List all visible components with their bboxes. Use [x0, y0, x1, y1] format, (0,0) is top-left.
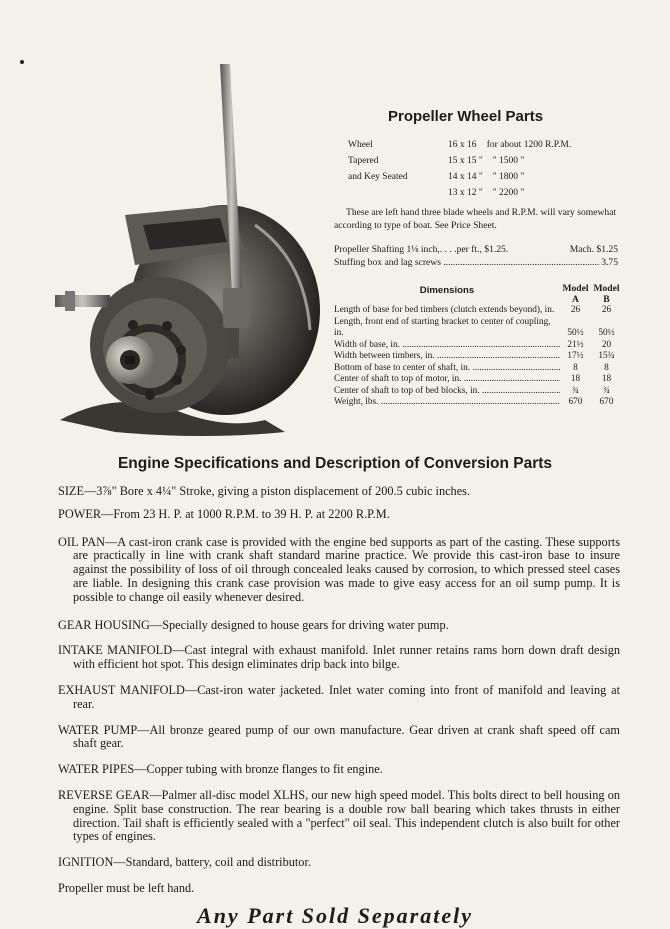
spec-name: INTAKE MANIFOLD — [58, 643, 173, 658]
dimension-label: Length, front end of starting bracket to center of coupling, in. — [334, 316, 551, 338]
stuffing-label: Stuffing box and lag screws ..... — [334, 256, 599, 269]
spec-oil-pan — [58, 536, 620, 605]
model-b-value: 8 — [604, 362, 609, 373]
wheel-size: 14 x 14 " — [448, 172, 483, 182]
wheel-label: Tapered — [348, 156, 379, 166]
propeller-note — [58, 882, 620, 896]
spec-text: —A cast-iron crank case is provided with the engine bed supports as part of the casting. These supports are practically in line with crank shaft standard marine practice. We provide this cast-iron base to insure against the possibility of loss of oil through concealed leaks caused by corrosion, to which pressed steel cases are liable. In designing this crank case provision was made to give easy access for an oil sump pump. It is possible to change oil easily whenever desired. — [73, 534, 621, 604]
wheel-note: These are left hand three blade wheels and R.P.M. will vary somewhat according to type of boat. See Price Sheet. — [334, 207, 617, 231]
dimension-label: Width of base, in. ..... — [334, 340, 560, 352]
wheel-size: 13 x 12 " — [448, 188, 483, 198]
model-b-label: B — [603, 294, 610, 305]
spec-text: —From 23 H. P. at 1000 R.P.M. to 39 H. P. at 2200 R.P.M. — [101, 506, 390, 521]
dimension-label: Weight, lbs. ..... — [334, 397, 560, 409]
table-row — [348, 153, 571, 169]
model-label: Model — [593, 283, 620, 294]
spec-size — [58, 485, 620, 499]
model-b-value: ¾ — [603, 385, 610, 396]
wheel-label — [348, 185, 448, 201]
spec-name: WATER PUMP — [58, 722, 138, 737]
table-row — [334, 374, 622, 386]
engine-photo — [55, 60, 320, 440]
table-row — [348, 169, 571, 185]
spec-intake-manifold — [58, 644, 620, 672]
spec-text: —Cast integral with exhaust manifold. Inlet runner retains rams horn down draft design with efficient hot spot. This design eliminates drip back into bilge. — [73, 643, 620, 672]
dimension-label: Center of shaft to top of bed blocks, in. ..... — [334, 386, 560, 398]
dimension-label: Center of shaft to top of motor, in. ..... — [334, 374, 560, 386]
table-row — [334, 363, 622, 375]
model-b-value: 50½ — [598, 328, 615, 338]
spec-water-pipes — [58, 763, 620, 777]
spec-gear-housing — [58, 619, 620, 633]
model-a-value: 21½ — [567, 339, 584, 350]
table-row — [334, 397, 622, 409]
table-row — [348, 185, 571, 201]
spec-water-pump — [58, 724, 620, 752]
spec-text: —Copper tubing with bronze flanges to fit engine. — [134, 762, 383, 777]
wheel-size: 15 x 15 " — [448, 156, 483, 166]
dimension-label: Bottom of base to center of shaft, in. ..... — [334, 363, 560, 375]
spec-name: EXHAUST MANIFOLD — [58, 682, 185, 697]
model-a-label: A — [572, 294, 579, 305]
model-b-value: 670 — [599, 397, 614, 407]
shafting-label: Propeller Shafting 1⅛ inch,. . . .per ft., $1.25. — [334, 244, 509, 255]
specifications-list — [58, 485, 620, 896]
model-b-value: 18 — [601, 374, 612, 384]
model-columns — [560, 283, 622, 305]
wheel-table — [348, 137, 571, 201]
dimension-label: Width between timbers, in. ..... — [334, 351, 560, 363]
spec-text: —Standard, battery, coil and distributor. — [113, 855, 311, 870]
wheel-rpm: " 2200 " — [492, 188, 525, 198]
dimensions-table — [334, 283, 622, 409]
wheel-rpm: " 1500 " — [492, 156, 525, 166]
spec-exhaust-manifold — [58, 684, 620, 712]
wheel-rpm: " 1800 " — [492, 172, 525, 182]
model-label: Model — [562, 283, 589, 294]
propeller-parts-title: Propeller Wheel Parts — [388, 108, 544, 125]
table-row — [334, 305, 622, 317]
table-row — [334, 317, 622, 340]
spec-text: —Palmer all-disc model XLHS, our new high speed model. This bolts direct to bell housing on engine. Split base construction. The rear bearing is a double row ball bearing which takes thrusts in either direction. Tail shaft is efficiently sealed with a "perfect" oil seal. This independent clutch is also built for other types of engines. — [73, 787, 620, 844]
spec-name: SIZE — [58, 484, 84, 498]
spec-power — [58, 508, 620, 522]
spec-text: —All bronze geared pump of our own manufacture. Gear driven at crank shaft speed off cam shaft gear. — [73, 722, 620, 751]
shafting-list — [334, 243, 618, 269]
model-a-value: 26 — [570, 305, 581, 315]
spec-name: OIL PAN — [58, 534, 105, 549]
spec-reverse-gear — [58, 789, 620, 844]
spec-name: REVERSE GEAR — [58, 787, 150, 802]
specifications-title: Engine Specifications and Description of Conversion Parts — [117, 455, 553, 472]
spec-name: POWER — [58, 506, 102, 521]
table-row — [348, 137, 571, 153]
footer-banner: Any Part Sold Separately — [197, 903, 473, 928]
dimension-label: Length of base for bed timbers (clutch extends beyond), in. — [334, 305, 555, 315]
model-a-value: 18 — [570, 374, 581, 384]
spec-name: GEAR HOUSING — [58, 617, 150, 632]
shafting-price: Mach. $1.25 — [569, 244, 618, 255]
wheel-size: 16 x 16 — [448, 140, 477, 150]
model-b-value: 15¾ — [598, 351, 615, 361]
dimensions-title: Dimensions — [419, 285, 475, 296]
model-a-value: ¾ — [572, 385, 579, 396]
model-a-value: 670 — [568, 397, 583, 407]
spec-name: WATER PIPES — [58, 762, 135, 777]
table-row — [334, 386, 622, 398]
model-a-value: 50½ — [567, 328, 584, 338]
spec-text: —Specially designed to house gears for driving water pump. — [149, 617, 449, 632]
dimensions-header — [334, 283, 622, 305]
spec-ignition — [58, 856, 620, 870]
wheel-rpm: for about 1200 R.P.M. — [486, 140, 572, 150]
page-speck — [20, 60, 24, 64]
model-a-value: 8 — [573, 362, 578, 373]
wheel-label: and Key Seated — [348, 172, 408, 182]
shafting-row — [334, 243, 618, 256]
spec-text: —3⅞" Bore x 4¼" Stroke, giving a piston displacement of 200.5 cubic inches. — [83, 484, 471, 498]
model-b-value: 20 — [601, 339, 612, 350]
spec-text: —Cast-iron water jacketed. Inlet water coming into front of manifold and leaving at rear. — [73, 682, 620, 711]
model-a-value: 17½ — [567, 351, 584, 361]
spec-name: IGNITION — [58, 855, 114, 870]
stuffing-row — [334, 256, 618, 269]
model-b-value: 26 — [601, 305, 612, 315]
table-row — [334, 351, 622, 363]
spec-text: Propeller must be left hand. — [58, 880, 195, 895]
table-row — [334, 340, 622, 352]
wheel-label: Wheel — [348, 140, 373, 150]
stuffing-price: 3.75 — [601, 257, 618, 268]
